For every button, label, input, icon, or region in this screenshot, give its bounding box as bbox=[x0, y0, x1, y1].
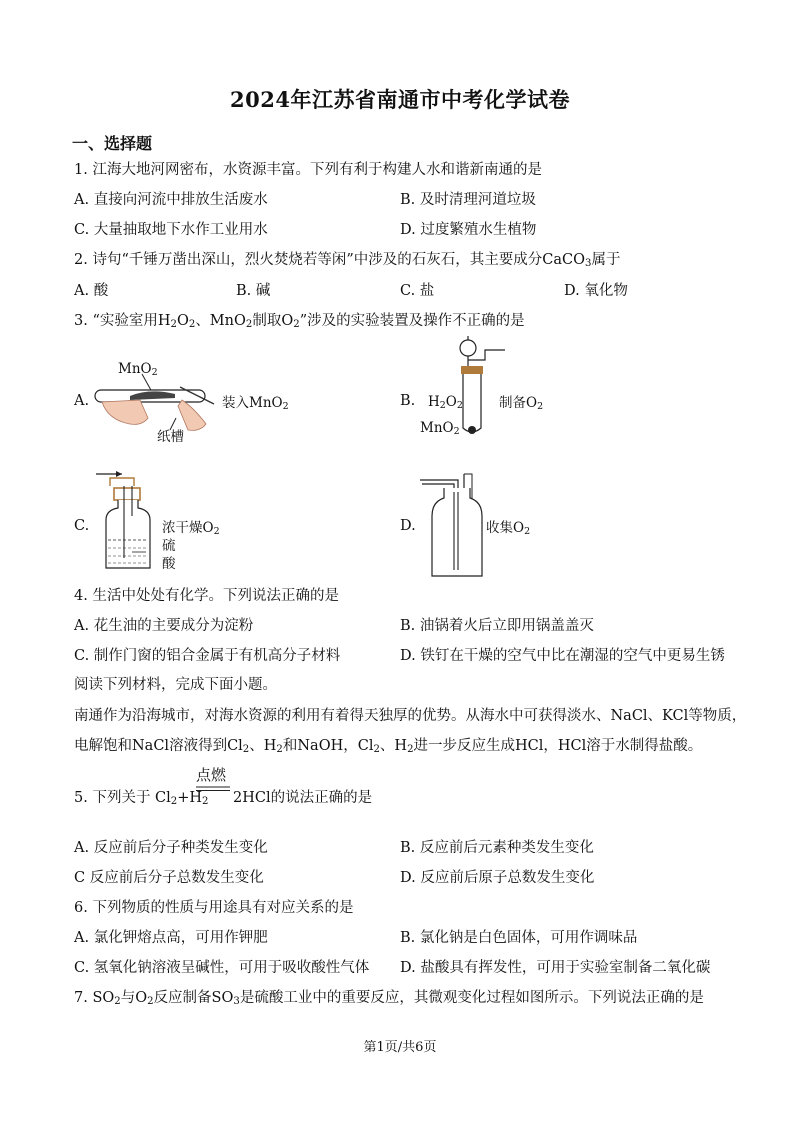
q1-option-d: D. 过度繁殖水生植物 bbox=[400, 222, 537, 238]
q6-stem: 6. 下列物质的性质与用途具有对应关系的是 bbox=[74, 900, 354, 916]
q3-a-mno2-label: MnO$_2$ bbox=[118, 361, 158, 378]
gas-washing-bottle-figure bbox=[90, 468, 165, 578]
q3-a-letter: A. bbox=[74, 393, 90, 409]
q4-stem: 4. 生活中处处有化学。下列说法正确的是 bbox=[74, 588, 339, 604]
q4-option-d: D. 铁钉在干燥的空气中比在潮湿的空气中更易生锈 bbox=[400, 648, 725, 664]
q4-option-a: A. 花生油的主要成分为淀粉 bbox=[74, 618, 254, 634]
q5-condition: 点燃 bbox=[196, 766, 227, 784]
q1-option-c: C. 大量抽取地下水作工业用水 bbox=[74, 222, 268, 238]
q3-stem: 3. “实验室用$H_2O_2$、MnO$_2$制取$O_2$”涉及的实验装置及操作不正确的是 bbox=[74, 313, 525, 330]
q5-number: 5. 下列关于 bbox=[74, 790, 151, 806]
q3-d-letter: D. bbox=[400, 518, 416, 534]
q3-b-caption: 制备$O_2$ bbox=[499, 395, 544, 412]
q1-option-b: B. 及时清理河道垃圾 bbox=[400, 192, 536, 208]
q3-c-acid-label-2: 酸 bbox=[162, 556, 176, 572]
q2-option-a: A. 酸 bbox=[74, 283, 109, 299]
q7-stem: 7. $SO_2$与$O_2$反应制备$SO_3$是硫酸工业中的重要反应，其微观变化过程如图所示。下列说法正确的是 bbox=[74, 990, 704, 1007]
q2-option-b: B. 碱 bbox=[236, 283, 271, 299]
q3-c-acid-label-1: 硫 bbox=[162, 538, 176, 554]
q6-option-d: D. 盐酸具有挥发性，可用于实验室制备二氧化碳 bbox=[400, 960, 711, 976]
q1-option-a: A. 直接向河流中排放生活废水 bbox=[74, 192, 268, 208]
q6-option-b: B. 氯化钠是白色固体，可用作调味品 bbox=[400, 930, 638, 946]
q4-option-c: C. 制作门窗的铝合金属于有机高分子材料 bbox=[74, 648, 341, 664]
q3-b-mno2-label: MnO$_2$ bbox=[420, 420, 460, 437]
q3-c-letter: C. bbox=[74, 518, 90, 534]
q3-a-caption: 装入MnO$_2$ bbox=[222, 395, 289, 412]
reading-intro: 阅读下列材料，完成下面小题。 bbox=[74, 677, 277, 693]
q5-product: 2HCl的说法正确的是 bbox=[233, 790, 373, 806]
q2-option-c: C. 盐 bbox=[400, 283, 435, 299]
q4-option-b: B. 油锅着火后立即用锅盖盖灭 bbox=[400, 618, 594, 634]
q6-option-a: A. 氯化钾熔点高，可用作钾肥 bbox=[74, 930, 268, 946]
q3-b-letter: B. bbox=[400, 393, 416, 409]
section-heading: 一、选择题 bbox=[72, 134, 153, 153]
q2-stem: 2. 诗句“千锤万凿出深山，烈火焚烧若等闲”中涉及的石灰石，其主要成分CaCO$_3$属于 bbox=[74, 252, 621, 269]
q3-a-paper-label: 纸槽 bbox=[157, 429, 184, 445]
q3-c-caption: 浓干燥$O_2$ bbox=[162, 520, 220, 537]
q1-stem: 1. 江海大地河网密布，水资源丰富。下列有利于构建人水和谐新南通的是 bbox=[74, 162, 542, 178]
q5-option-d: D. 反应前后原子总数发生变化 bbox=[400, 870, 595, 886]
page-footer: 第1页/共6页 bbox=[363, 1040, 437, 1055]
q2-option-d: D. 氧化物 bbox=[564, 283, 628, 299]
reading-line-2: 电解饱和NaCl溶液得到$Cl_2$、$H_2$和NaOH，$Cl_2$、$H_2$进一步反应生成HCl，HCl溶于水制得盐酸。 bbox=[74, 738, 703, 755]
q5-option-b: B. 反应前后元素种类发生变化 bbox=[400, 840, 594, 856]
q6-option-c: C. 氢氧化钠溶液呈碱性，可用于吸收酸性气体 bbox=[74, 960, 370, 976]
paper-title: 2024年江苏省南通市中考化学试卷 bbox=[230, 87, 570, 112]
q3-b-h2o2-label: $H_2O_2$ bbox=[428, 394, 463, 411]
test-tube-paper-trough-figure bbox=[90, 372, 220, 442]
q3-d-caption: 收集$O_2$ bbox=[486, 520, 531, 537]
q5-option-a: A. 反应前后分子种类发生变化 bbox=[74, 840, 268, 856]
reading-line-1: 南通作为沿海城市，对海水资源的利用有着得天独厚的优势。从海水中可获得淡水、NaCl、KCl等物质， bbox=[74, 708, 747, 724]
q5-option-c: C 反应前后分子总数发生变化 bbox=[74, 870, 264, 886]
q5-reactants: $Cl_2+H_2$ bbox=[155, 790, 209, 807]
equals-sign-arrow bbox=[196, 786, 230, 792]
gas-collecting-bottle-figure bbox=[420, 470, 490, 580]
